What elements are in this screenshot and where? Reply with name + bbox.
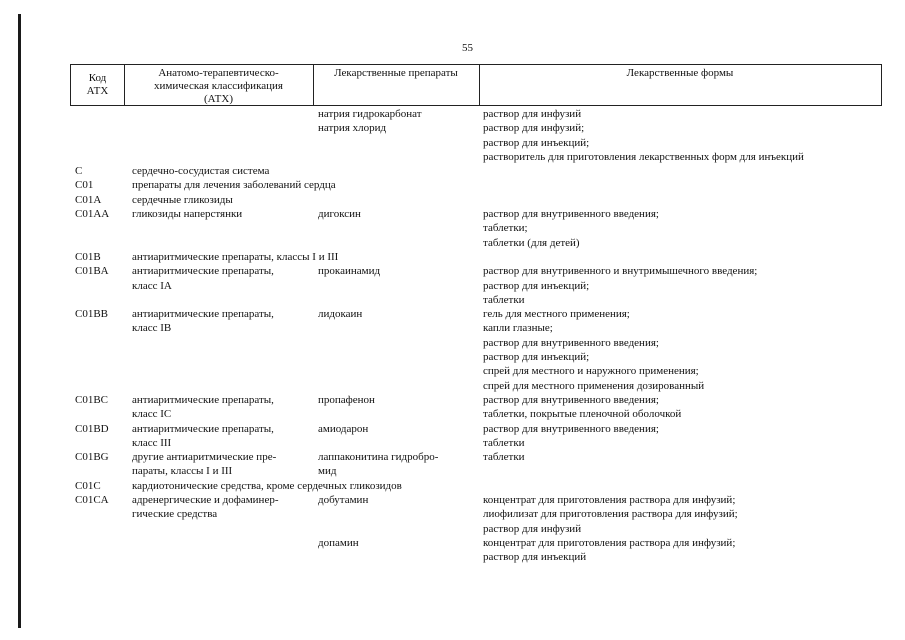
atc-classification-line: класс IB xyxy=(132,322,172,335)
table-row xyxy=(0,250,905,264)
table-row xyxy=(0,121,905,164)
atc-classification-line: класс IC xyxy=(132,408,172,421)
table-row xyxy=(0,207,905,250)
atc-classification-line: антиаритмические препараты, xyxy=(132,308,274,321)
drug-name xyxy=(318,393,468,407)
atc-code: C01C xyxy=(75,479,101,492)
atc-code: C01BA xyxy=(75,265,109,278)
dosage-form-line: таблетки xyxy=(483,451,525,464)
drug-name-line: пропафенон xyxy=(318,393,375,406)
drug-name xyxy=(318,422,468,436)
drug-name-line: натрия хлорид xyxy=(318,122,387,135)
table-row xyxy=(0,107,905,121)
atc-classification-line: антиаритмические препараты, xyxy=(132,265,274,278)
dosage-form-line: спрей для местного и наружного применения; xyxy=(483,365,699,378)
drug-name xyxy=(318,536,468,550)
dosage-forms xyxy=(483,207,883,250)
atc-code: C xyxy=(75,165,83,178)
drug-name xyxy=(318,307,468,321)
table-row xyxy=(0,479,905,493)
atc-code: C01BC xyxy=(75,393,109,406)
atc-classification xyxy=(132,178,492,192)
atc-classification-line: антиаритмические препараты, xyxy=(132,422,274,435)
atc-classification-line: гические средства xyxy=(132,508,218,521)
dosage-form-line: гель для местного применения; xyxy=(483,308,630,321)
dosage-form-line: концентрат для приготовления раствора для инфузий; xyxy=(483,494,736,507)
drug-name-line: дигоксин xyxy=(318,208,361,221)
atc-classification xyxy=(132,393,312,422)
dosage-form-line: раствор для инфузий xyxy=(483,108,582,120)
atc-classification-line: антиаритмические препараты, xyxy=(132,393,274,406)
drug-name xyxy=(318,107,468,121)
dosage-form-line: спрей для местного применения дозированный xyxy=(483,379,705,392)
atc-classification xyxy=(132,164,492,178)
atc-classification-line: класс IA xyxy=(132,279,172,292)
dosage-form-line: раствор для инъекций xyxy=(483,551,587,564)
header-drugs-cell: Лекарственные препараты xyxy=(334,67,458,79)
drug-name-line: лаппаконитина гидробро- xyxy=(318,451,439,464)
atc-classification-line: адренергические и дофаминер- xyxy=(132,494,279,507)
atc-code: C01B xyxy=(75,250,101,263)
dosage-form-line: растворитель для приготовления лекарственных форм для инъекций xyxy=(483,150,804,163)
table-row xyxy=(0,178,905,192)
table-body xyxy=(0,107,905,565)
dosage-form-line: лиофилизат для приготовления раствора для инфузий; xyxy=(483,508,738,521)
dosage-forms xyxy=(483,393,883,422)
drug-name-line: добутамин xyxy=(318,494,369,507)
dosage-form-line: раствор для инъекций; xyxy=(483,351,590,364)
dosage-forms xyxy=(483,307,883,393)
table-row xyxy=(0,450,905,479)
atc-classification xyxy=(132,479,492,493)
table-row xyxy=(0,422,905,451)
atc-classification-line: гликозиды наперстянки xyxy=(132,208,243,221)
atc-classification xyxy=(132,493,312,522)
drug-name-line: мид xyxy=(318,465,337,478)
dosage-forms xyxy=(483,264,883,307)
atc-classification xyxy=(132,250,492,264)
dosage-form-line: раствор для внутривенного введения; xyxy=(483,208,659,221)
atc-classification xyxy=(132,307,312,336)
dosage-form-line: раствор для инфузий; xyxy=(483,122,585,135)
atc-code: C01BG xyxy=(75,451,109,464)
dosage-form-line: таблетки; xyxy=(483,222,528,235)
drug-name xyxy=(318,450,468,479)
header-atc-line1: Анатомо-терапевтическо- xyxy=(158,67,279,79)
table-row xyxy=(0,493,905,536)
dosage-forms xyxy=(483,422,883,451)
drug-name-line: допамин xyxy=(318,536,359,549)
table-row xyxy=(0,164,905,178)
dosage-forms xyxy=(483,493,883,536)
header-code-cell xyxy=(71,65,124,105)
dosage-form-line: таблетки xyxy=(483,293,525,306)
dosage-forms xyxy=(483,536,883,565)
atc-code: C01BD xyxy=(75,422,109,435)
atc-classification-line: параты, классы I и III xyxy=(132,465,233,478)
drug-name xyxy=(318,207,468,221)
atc-code: C01AA xyxy=(75,208,110,221)
atc-code: C01 xyxy=(75,179,94,192)
table-row xyxy=(0,393,905,422)
header-atc-line3: (АТХ) xyxy=(204,93,233,105)
atc-classification-line: препараты для лечения заболеваний сердца xyxy=(132,179,336,192)
drug-name-line: натрия гидрокарбонат xyxy=(318,108,422,120)
atc-classification-line: другие антиаритмические пре- xyxy=(132,451,277,464)
dosage-form-line: раствор для инфузий xyxy=(483,522,582,535)
atc-classification xyxy=(132,422,312,451)
dosage-form-line: раствор для инъекций; xyxy=(483,136,590,149)
atc-classification xyxy=(132,207,312,221)
atc-classification-line: класс III xyxy=(132,436,172,449)
atc-classification xyxy=(132,264,312,293)
table-row xyxy=(0,536,905,565)
drug-name-line: прокаинамид xyxy=(318,265,381,278)
atc-classification xyxy=(132,450,312,479)
dosage-form-line: раствор для инъекций; xyxy=(483,279,590,292)
atc-code: C01CA xyxy=(75,494,109,507)
dosage-forms xyxy=(483,121,883,164)
header-code-line1: Код xyxy=(88,72,107,84)
page-number: 55 xyxy=(462,42,473,54)
dosage-form-line: капли глазные; xyxy=(483,322,553,335)
dosage-forms xyxy=(483,107,883,121)
drug-name xyxy=(318,493,468,507)
dosage-form-line: концентрат для приготовления раствора для инфузий; xyxy=(483,536,736,549)
dosage-form-line: таблетки, покрытые пленочной оболочкой xyxy=(483,408,682,421)
header-atc-cell xyxy=(124,65,313,105)
dosage-form-line: раствор для внутривенного и внутримышечного введения; xyxy=(483,265,758,278)
drug-name xyxy=(318,264,468,278)
dosage-form-line: раствор для внутривенного введения; xyxy=(483,336,659,349)
dosage-form-line: раствор для внутривенного введения; xyxy=(483,393,659,406)
atc-classification xyxy=(132,193,492,207)
atc-classification-line: сердечные гликозиды xyxy=(132,193,233,206)
table-header xyxy=(70,64,882,106)
header-code-line2: АТХ xyxy=(86,85,109,97)
atc-classification-line: сердечно-сосудистая система xyxy=(132,165,270,178)
table-row xyxy=(0,307,905,393)
header-forms-cell: Лекарственные формы xyxy=(626,67,734,79)
dosage-form-line: таблетки (для детей) xyxy=(483,236,580,249)
dosage-form-line: раствор для внутривенного введения; xyxy=(483,422,659,435)
atc-classification-line: антиаритмические препараты, классы I и III xyxy=(132,250,339,263)
header-atc-line2: химическая классификация xyxy=(154,80,283,92)
dosage-forms xyxy=(483,450,883,464)
atc-code: C01BB xyxy=(75,308,109,321)
drug-name-line: лидокаин xyxy=(318,308,363,321)
table-row xyxy=(0,193,905,207)
atc-code: C01A xyxy=(75,193,102,206)
table-row xyxy=(0,264,905,307)
drug-name xyxy=(318,121,468,135)
atc-classification-line: кардиотонические средства, кроме сердечных гликозидов xyxy=(132,479,402,492)
dosage-form-line: таблетки xyxy=(483,436,525,449)
drug-name-line: амиодарон xyxy=(318,422,369,435)
